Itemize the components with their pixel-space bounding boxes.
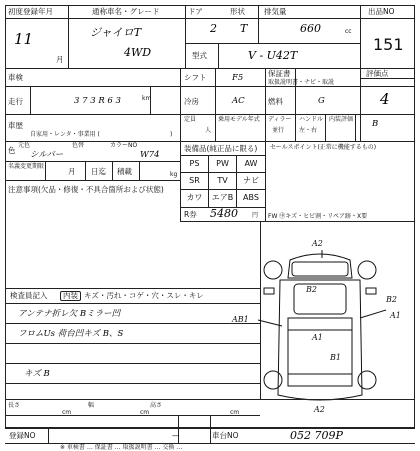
drive-value: 4WD [124,46,152,59]
grid-line [48,428,49,443]
first-registration-month: 11 [14,30,34,48]
width-unit: cm [140,409,150,416]
interior-score-label: 内装評価 [329,116,354,123]
model-year-label: 乗用モデル年式 [218,116,260,123]
damage-mark-front: A2 [312,239,323,248]
model-code-value: V - U42T [248,49,298,62]
model-code-label: 型式 [192,51,207,60]
equipment-pw: PW [216,159,229,168]
model-name-value: ジャイロT [90,26,142,39]
score-value: 4 [380,90,390,108]
equipment-leather: カワ [186,193,203,202]
equipment-airbag: エアB [211,193,234,202]
door-label: ドア [188,7,203,16]
load-label: 積載 [117,167,132,176]
equipment-navi: ナビ [243,176,259,185]
windshield-row: FW ㊥キズ・ヒビ割・リペア跡・X要 [268,213,368,220]
load-unit: kg [170,171,178,178]
body-shape-value: T [240,22,248,35]
selling-points-label: セールスポイント(正常に機能するもの) [270,144,377,151]
registration-number-label: 登録NO [9,431,36,440]
equipment-sr: SR [189,176,200,185]
length-label: 長さ [8,402,21,409]
cc-unit: cc [345,28,352,35]
width-label: 幅 [88,402,95,409]
equipment-label: 装備品(純正品に限る) [184,144,258,153]
recycle-value: 5480 [210,207,238,220]
body-shape-label: 形状 [230,7,245,16]
month-suffix: 月 [56,55,64,64]
history-note: 自家用・レンタ・事業用 ( [30,131,100,138]
damage-mark-right: B2 [386,295,397,304]
inspector-note-1: アンテナ折レ欠 Bミラー凹 [18,309,121,319]
length-unit: cm [62,409,72,416]
lot-number-label: 出品NO [368,7,395,16]
aircon-value: AC [232,96,245,106]
first-registration-label: 初度登録年月 [8,7,53,16]
door-value: 2 [210,22,217,35]
name-change-label: 名義変更期限 [8,163,45,170]
displacement-label: 排気量 [264,7,287,16]
inspection-label: 車検 [8,73,23,82]
score-label: 評価点 [366,69,389,78]
height-unit: cm [230,409,240,416]
damage-mark-right-2: A1 [390,311,401,320]
notes-label: 注意事項(欠品・修復・不具合箇所および状態) [8,185,164,194]
aircon-label: 冷房 [184,97,199,106]
model-name-label: 通称車名・グレード [92,7,160,16]
registration-number-dash: — [172,431,180,440]
equipment-tv: TV [217,176,228,185]
damage-mark-bed-2: B1 [330,353,341,362]
recycle-label: R券 [184,210,197,219]
color-label: 色 [8,146,16,155]
mileage-label: 走行 [8,97,23,106]
damage-mark-bed: A1 [312,333,323,342]
color-value: シルバー [30,150,64,160]
capacity-label: 定員 [184,116,197,123]
name-change-day: 日迄 [91,167,106,176]
fuel-value: G [318,96,325,106]
shift-value: F5 [232,73,244,83]
color-code-value: W74 [140,150,160,160]
damage-mark-rear: A2 [314,405,325,414]
equipment-aw: AW [244,159,258,168]
fuel-label: 燃料 [268,97,283,106]
recycle-unit: 円 [252,212,259,219]
color-changed-label: 色替 [72,142,85,149]
equipment-abs: ABS [243,193,259,202]
name-change-month: 月 [68,167,76,176]
equipment-ps: PS [189,159,200,168]
lot-number-value: 151 [373,35,404,54]
handle-value: 左・右 [299,127,318,134]
mileage-unit: km [142,95,152,102]
footer-note: ※ 車検書 … 保証書 … 取扱説明書 … 交換 … [60,444,183,451]
history-label: 車歴 [8,121,23,130]
damage-mark-roof: B2 [306,285,317,294]
handle-label: ハンドル [299,116,324,123]
inspector-tag-interior: 内装 [60,291,81,301]
color-original-label: 元色 [18,142,31,149]
damage-mark-left: AB1 [232,315,249,324]
inspector-note-3: キズ B [24,369,50,379]
grid-line [210,415,211,443]
grid-line [5,415,260,416]
shift-label: シフト [184,73,207,82]
capacity-unit: 人 [205,127,212,134]
inspector-note-2: フロムUs 荷台凹キズ B、S [18,329,124,339]
displacement-value: 660 [300,22,321,35]
color-code-label: カラーNO [110,142,138,149]
inspector-label: 検査員記入 [10,291,48,300]
height-label: 高さ [150,402,163,409]
warranty-sub: 取扱説明書・ナビ・取説 [268,79,335,86]
chassis-number-value: 052 709P [290,429,343,442]
grid-line [5,399,415,400]
dealer-label: ディラー [268,116,292,123]
chassis-number-label: 車台NO [212,431,239,440]
inspector-tag-damage: キズ・汚れ・コゲ・穴・スレ・キレ [84,291,204,300]
warranty-label: 保証書 [268,69,291,78]
history-close: ) [170,131,173,138]
dealer-sub: 並行 [272,127,285,134]
mileage-value: 3 7 3 R 6 3 [74,96,121,106]
interior-score-value: B [372,119,379,129]
